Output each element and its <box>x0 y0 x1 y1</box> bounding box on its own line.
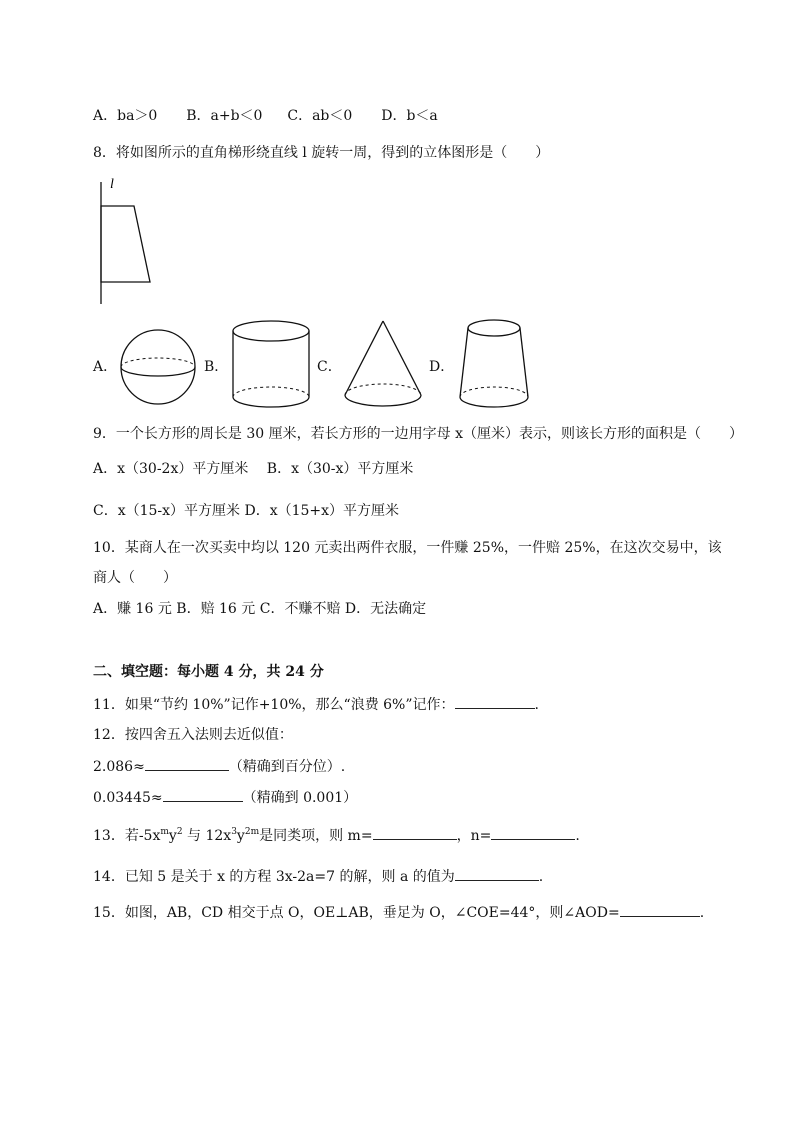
q7-option-c: C．ab＜0 <box>287 108 353 124</box>
q14-text: 14．已知 5 是关于 x 的方程 3x-2a=7 的解，则 a 的值为 <box>93 869 455 885</box>
q10-options: A．赚 16 元 B．赔 16 元 C．不赚不赔 D．无法确定 <box>93 601 427 617</box>
q7-options <box>93 106 438 126</box>
q11 <box>93 694 539 715</box>
q11-end: . <box>534 697 539 713</box>
q13-prefix: 13．若-5x <box>93 828 161 844</box>
frustum-icon <box>454 315 536 413</box>
q13-exp-2: 2 <box>176 827 183 837</box>
q12-b-answer-blank[interactable] <box>163 787 243 802</box>
q14 <box>93 866 543 887</box>
q10-stem-line2: 商人（ ） <box>93 570 177 586</box>
q12-a-note: （精确到百分位）. <box>228 759 346 775</box>
q12-b-note: （精确到 0.001） <box>242 790 358 806</box>
q13-y2: y <box>236 828 245 844</box>
q13-exp-2m: 2m <box>244 827 260 837</box>
q13-exp-3: 3 <box>231 827 237 837</box>
q13-comma: ，n= <box>456 828 492 844</box>
q13-after-terms: 是同类项，则 m= <box>259 828 373 844</box>
q8-label-d: D． <box>429 359 455 375</box>
trapezoid-shape <box>101 206 150 282</box>
q8-label-a: A． <box>93 359 118 375</box>
q9-stem: 9．一个长方形的周长是 30 厘米，若长方形的一边用字母 x（厘米）表示，则该长方形的面积是（ ） <box>93 426 743 442</box>
q15-answer-blank[interactable] <box>620 902 700 917</box>
cylinder-icon <box>228 317 314 411</box>
sphere-icon <box>118 327 198 407</box>
q9-options-row1: A．x（30-2x）平方厘米 B．x（30-x）平方厘米 <box>93 461 414 477</box>
q10-stem-line1: 10．某商人在一次买卖中均以 120 元卖出两件衣服，一件赚 25%，一件赔 25%，在这次交易中，该 <box>93 540 722 556</box>
q11-text: 11．如果“节约 10%”记作+10%，那么“浪费 6%”记作： <box>93 697 455 713</box>
q15-end: . <box>699 905 705 921</box>
q15-text: 15．如图，AB，CD 相交于点 O，OE⊥AB，垂足为 O，∠COE=44°，则∠AOD= <box>93 905 620 921</box>
axis-label-l: l <box>110 177 114 192</box>
q12-part-a <box>93 756 345 777</box>
cone-icon <box>340 317 426 411</box>
q13-y1: y <box>168 828 177 844</box>
q8-label-b: B． <box>204 359 229 375</box>
q13-exp-m: m <box>160 827 169 837</box>
q12-b-text: 0.03445≈ <box>93 790 163 806</box>
q12-part-b <box>93 787 357 808</box>
section2-heading: 二、填空题：每小题 4 分，共 24 分 <box>93 664 324 680</box>
q15 <box>93 902 704 923</box>
q13-n-answer-blank[interactable] <box>491 825 575 840</box>
q7-option-d: D．b＜a <box>381 108 438 124</box>
trapezoid-figure <box>92 172 158 307</box>
q13-mid: 与 12x <box>182 828 232 844</box>
q12-a-text: 2.086≈ <box>93 759 145 775</box>
q12-stem: 12．按四舍五入法则去近似值： <box>93 727 293 743</box>
q8-stem: 8．将如图所示的直角梯形绕直线 l 旋转一周，得到的立体图形是（ ） <box>93 145 550 161</box>
q8-label-c: C． <box>317 359 342 375</box>
q7-option-b: B．a+b＜0 <box>186 108 263 124</box>
q12-a-answer-blank[interactable] <box>145 756 229 771</box>
q11-answer-blank[interactable] <box>455 694 535 709</box>
q14-answer-blank[interactable] <box>455 866 539 881</box>
q9-options-row2: C．x（15-x）平方厘米 D．x（15+x）平方厘米 <box>93 503 400 519</box>
q7-option-a: A．ba＞0 <box>93 108 158 124</box>
q13-end: . <box>575 828 580 844</box>
q14-end: . <box>538 869 544 885</box>
q13-m-answer-blank[interactable] <box>373 825 457 840</box>
q13 <box>93 825 580 846</box>
